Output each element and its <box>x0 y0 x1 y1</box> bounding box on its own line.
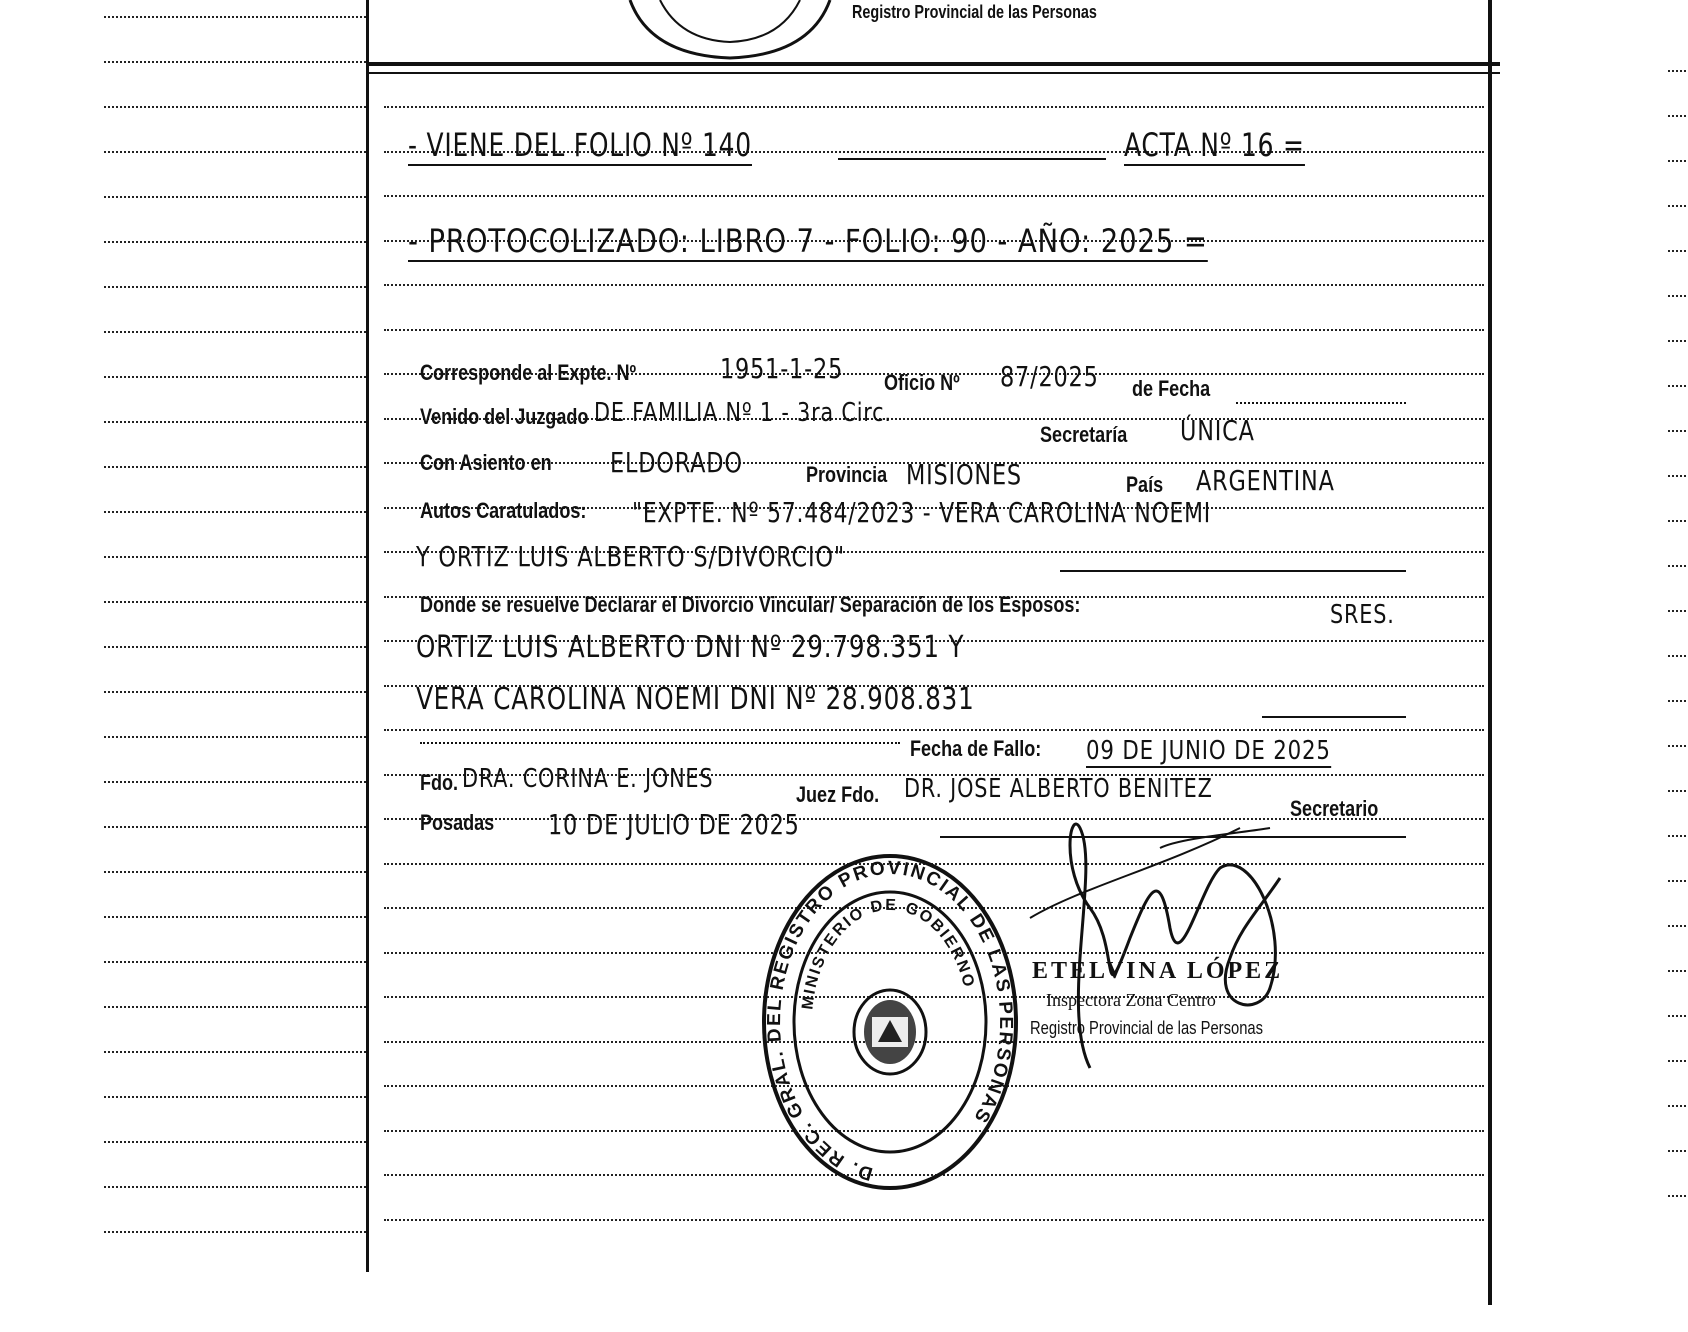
value-juez: DRA. CORINA E. JONES <box>462 764 714 794</box>
ruled-line <box>104 331 366 333</box>
label-autos: Autos Caratulados: <box>420 498 587 523</box>
ruled-line <box>104 691 366 693</box>
label-expte: Corresponde al Expte. Nº <box>420 360 637 385</box>
note-folio: - VIENE DEL FOLIO Nº 140 <box>408 126 752 164</box>
ruled-line <box>104 1141 366 1143</box>
note-acta: ACTA Nº 16 = <box>1124 126 1305 164</box>
value-fecha-fallo: 09 DE JUNIO DE 2025 <box>1086 736 1331 766</box>
ruled-line <box>104 151 366 153</box>
label-provincia: Provincia <box>806 462 888 487</box>
value-autos-2: Y ORTIZ LUIS ALBERTO S/DIVORCIO" <box>416 540 845 573</box>
ruled-line <box>1668 1150 1686 1152</box>
ruled-line <box>104 61 366 63</box>
ruled-line <box>104 736 366 738</box>
header-separator-rule-2 <box>366 72 1500 74</box>
ruled-line <box>1668 655 1686 657</box>
header-seal-fragment <box>620 0 840 62</box>
signatory-name: ETELVINA LÓPEZ <box>1032 958 1284 984</box>
ruled-line <box>384 195 1484 197</box>
label-pais: País <box>1126 472 1164 497</box>
ruled-line <box>384 729 1484 731</box>
value-esposos-0: SRES. <box>1330 600 1395 630</box>
ruled-line <box>1668 520 1686 522</box>
value-juzgado: DE FAMILIA Nº 1 - 3ra Circ. <box>594 398 892 428</box>
note-dash <box>838 158 1106 160</box>
ruled-line <box>1668 1015 1686 1017</box>
ruled-line <box>1668 1195 1686 1197</box>
ruled-line <box>1668 70 1686 72</box>
value-expte: 1951-1-25 <box>720 352 844 385</box>
ruled-line <box>104 826 366 828</box>
value-posadas-fecha: 10 DE JULIO DE 2025 <box>548 808 800 841</box>
ruled-line <box>104 376 366 378</box>
ruled-line <box>1668 700 1686 702</box>
ruled-line <box>104 511 366 513</box>
ruled-line <box>1668 205 1686 207</box>
ruled-line <box>104 1096 366 1098</box>
ruled-line <box>104 466 366 468</box>
ruled-line <box>104 1231 366 1233</box>
ruled-line <box>1668 1060 1686 1062</box>
label-secretaria: Secretaría <box>1040 422 1128 447</box>
ruled-line <box>104 196 366 198</box>
value-oficio: 87/2025 <box>1000 360 1099 393</box>
ruled-line <box>104 16 366 18</box>
ruled-line <box>1668 790 1686 792</box>
ruled-line <box>1668 1105 1686 1107</box>
ruled-line <box>1668 385 1686 387</box>
right-vertical-rule <box>1488 0 1492 1305</box>
label-asiento: Con Asiento en <box>420 450 552 475</box>
ruled-line <box>1668 295 1686 297</box>
signatory-title: Inspectora Zona Centro <box>1046 990 1216 1010</box>
value-secretaria: ÚNICA <box>1180 414 1255 447</box>
value-esposos-1: ORTIZ LUIS ALBERTO DNI Nº 29.798.351 Y <box>416 630 965 665</box>
value-pais: ARGENTINA <box>1196 464 1335 497</box>
ruled-line <box>104 421 366 423</box>
official-oval-seal <box>760 852 1020 1192</box>
header-separator-rule <box>366 62 1500 66</box>
ruled-line <box>1668 250 1686 252</box>
ruled-line <box>104 286 366 288</box>
note-protocolizado: - PROTOCOLIZADO: LIBRO 7 - FOLIO: 90 - AÑO: 2025 = <box>408 222 1208 260</box>
value-autos-1: "EXPTE. Nº 57.484/2023 - VERA CAROLINA NOEMI <box>632 496 1211 529</box>
label-fdo-1: Fdo. <box>420 770 459 795</box>
ruled-line <box>1668 880 1686 882</box>
label-fecha: de Fecha <box>1132 376 1211 401</box>
ruled-line <box>384 106 1484 108</box>
fill-line <box>420 742 900 744</box>
ruled-line <box>384 1219 1484 1221</box>
value-secretario: DR. JOSE ALBERTO BENITEZ <box>904 774 1213 804</box>
label-juez: Juez Fdo. <box>796 782 880 807</box>
ruled-line <box>104 871 366 873</box>
ruled-line <box>1668 835 1686 837</box>
ruled-line <box>384 284 1484 286</box>
label-juzgado: Venido del Juzgado <box>420 404 589 429</box>
ruled-line <box>1668 340 1686 342</box>
fill-line <box>1236 402 1406 404</box>
ruled-line <box>1668 610 1686 612</box>
ruled-line <box>104 1051 366 1053</box>
esposos-dash <box>1262 716 1406 718</box>
label-oficio: Oficio Nº <box>884 370 960 395</box>
ruled-line <box>1668 970 1686 972</box>
value-esposos-2: VERA CAROLINA NOEMI DNI Nº 28.908.831 <box>416 682 975 717</box>
ruled-line <box>104 646 366 648</box>
ruled-line <box>104 1186 366 1188</box>
signatory-org: Registro Provincial de las Personas <box>1030 1018 1263 1038</box>
label-secretario: Secretario <box>1290 796 1379 821</box>
ruled-line <box>104 781 366 783</box>
seal-ring-text: D. REC. GRAL. DEL REGISTRO PROVINCIAL DE LAS PERSONAS <box>763 857 1017 1185</box>
ruled-line <box>104 241 366 243</box>
ruled-line <box>104 601 366 603</box>
ruled-line <box>1668 925 1686 927</box>
ruled-line <box>1668 745 1686 747</box>
label-fecha-fallo: Fecha de Fallo: <box>910 736 1042 761</box>
ruled-line <box>104 961 366 963</box>
label-resuelve: Donde se resuelve Declarar el Divorcio Vincular/ Separación de los Esposos: <box>420 592 1081 617</box>
label-posadas: Posadas <box>420 810 495 835</box>
ruled-line <box>104 1006 366 1008</box>
ruled-line <box>104 106 366 108</box>
value-asiento: ELDORADO <box>610 446 743 479</box>
ruled-line <box>104 556 366 558</box>
autos-dash <box>1060 570 1406 572</box>
ruled-line <box>1668 160 1686 162</box>
ruled-line <box>1668 430 1686 432</box>
ruled-line <box>1668 115 1686 117</box>
ruled-line <box>104 916 366 918</box>
seal-inner-text: MINISTERIO DE GOBIERNO <box>799 896 978 1011</box>
ruled-line <box>1668 475 1686 477</box>
value-provincia: MISIONES <box>906 458 1022 491</box>
ruled-line <box>384 329 1484 331</box>
left-vertical-rule <box>366 0 369 1272</box>
header-stamp-caption: Registro Provincial de las Personas <box>852 2 1097 22</box>
ruled-line <box>1668 565 1686 567</box>
